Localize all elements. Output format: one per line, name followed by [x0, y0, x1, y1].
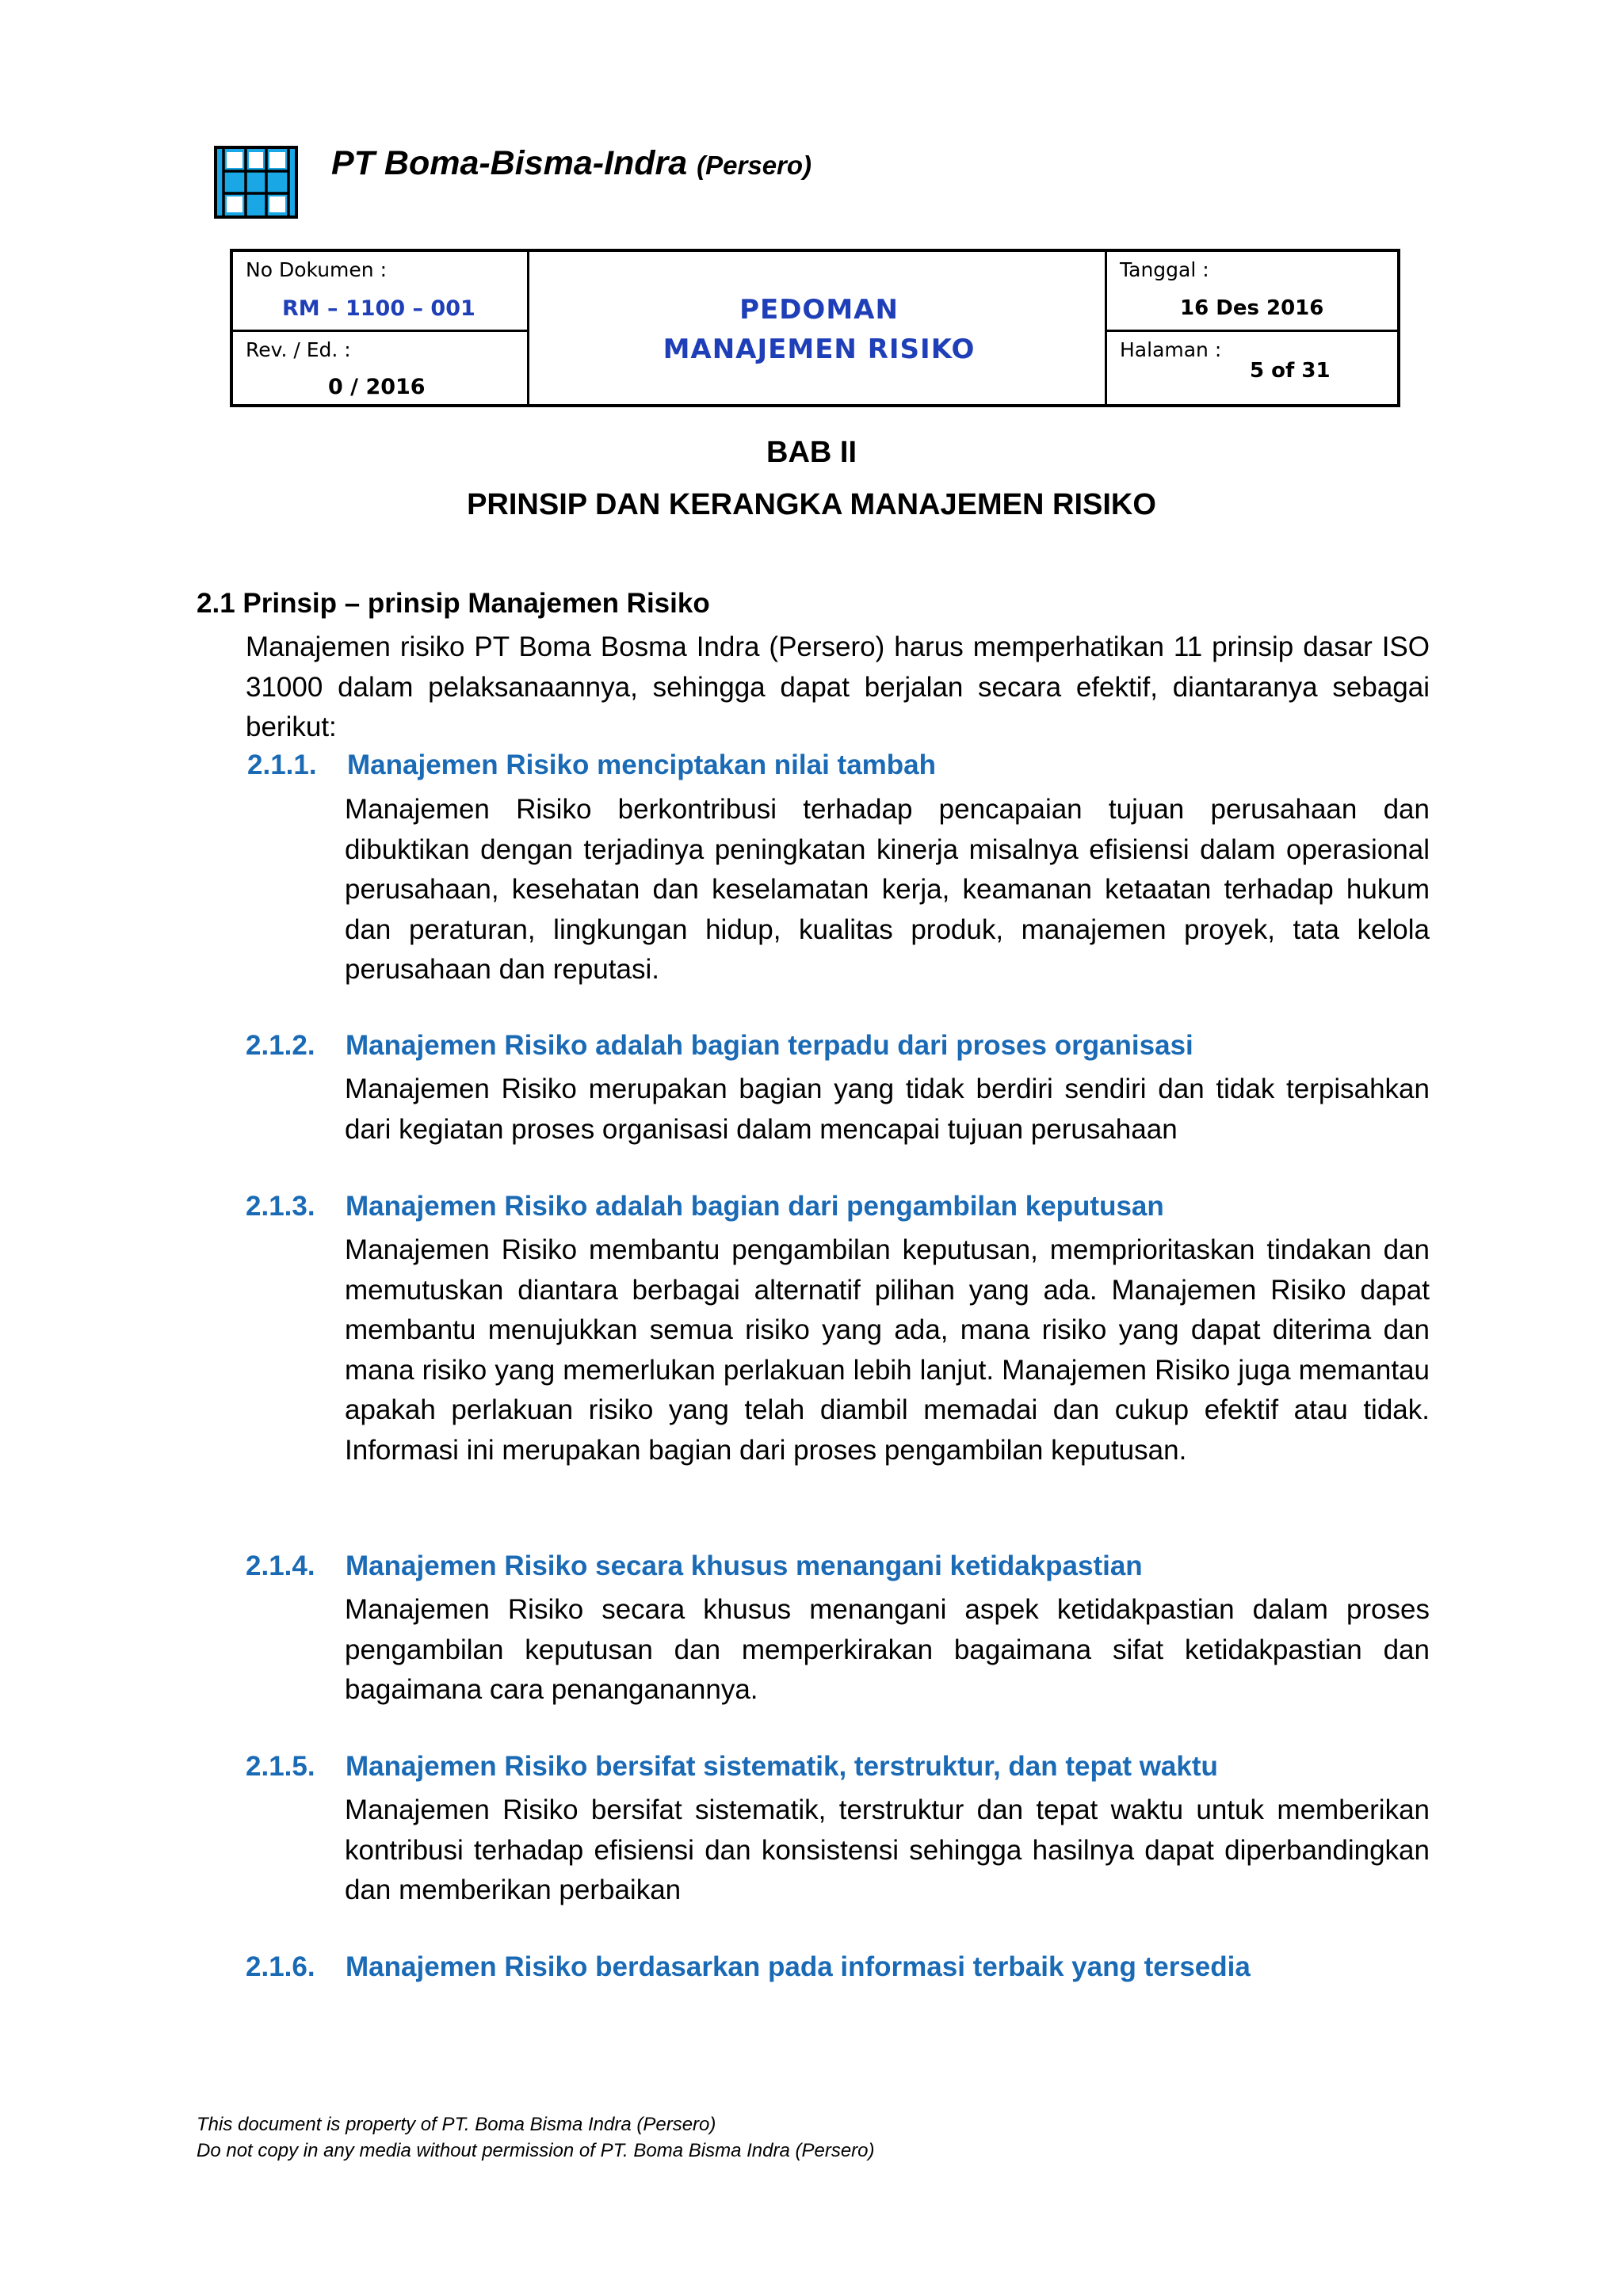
date-value: 16 Des 2016: [1180, 296, 1324, 320]
document-control-table: [230, 249, 1400, 407]
company-name: [331, 144, 812, 183]
principle-number-3: 2.1.3.: [246, 1191, 315, 1222]
principle-heading-3: [246, 1191, 1164, 1222]
principle-heading-6: [246, 1951, 1251, 1983]
principle-title-4: Manajemen Risiko secara khusus menangani ketidakpastian: [346, 1550, 1143, 1581]
doc-no-label: No Dokumen :: [246, 258, 387, 281]
page-cell: [1107, 332, 1397, 407]
doc-no-cell: [233, 252, 527, 330]
date-cell: [1107, 252, 1397, 330]
principle-body-2: Manajemen Risiko merupakan bagian yang tidak berdiri sendiri dan tidak terpisahkan dari kegiatan proses organisasi dalam mencapai tujuan perusahaan: [345, 1074, 1430, 1145]
page-label: Halaman :: [1120, 338, 1222, 361]
principle-heading-5: [246, 1751, 1218, 1783]
principle-number-4: 2.1.4.: [246, 1550, 315, 1581]
principle-title-5: Manajemen Risiko bersifat sistematik, terstruktur, dan tepat waktu: [346, 1751, 1218, 1782]
document-title-line2: MANAJEMEN RISIKO: [663, 334, 976, 365]
section-heading: 2.1 Prinsip – prinsip Manajemen Risiko: [197, 588, 710, 619]
document-title: [530, 290, 1108, 369]
doc-no-value: RM – 1100 – 001: [282, 296, 475, 321]
principle-heading-4: [246, 1550, 1143, 1582]
chapter-number: BAB II: [766, 436, 857, 469]
section-intro: Manajemen risiko PT Boma Bosma Indra (Persero) harus memperhatikan 11 prinsip dasar ISO 31000 dalam pelaksanaannya, sehingga dapat berjalan secara efektif, diantaranya sebagai berikut:: [246, 631, 1430, 742]
date-label: Tanggal :: [1120, 258, 1209, 281]
rev-value: 0 / 2016: [328, 375, 426, 399]
principle-body-5: Manajemen Risiko bersifat sistematik, terstruktur dan tepat waktu untuk memberikan kontribusi terhadap efisiensi dan konsistensi sehingga hasilnya dapat diperbandingkan dan memberikan perbaikan: [345, 1794, 1430, 1905]
principle-body-3: Manajemen Risiko membantu pengambilan keputusan, memprioritaskan tindakan dan memutuskan diantara berbagai alternatif pilihan yang ada. Manajemen Risiko dapat membantu menujukkan semua risiko yang ada, mana risiko yang dapat diterima dan mana risiko yang memerlukan perlakuan lebih lanjut. Manajemen Risiko juga memantau apakah perlakuan risiko yang telah diambil memadai dan cukup efektif atau tidak. Informasi ini merupakan bagian dari proses pengambilan keputusan.: [345, 1234, 1430, 1466]
page-value: 5 of 31: [1250, 359, 1331, 383]
company-logo: [214, 146, 298, 219]
company-name-text: PT Boma-Bisma-Indra: [331, 144, 688, 182]
principle-heading-1: [247, 749, 936, 781]
footer-copy-notice: Do not copy in any media without permission of PT. Boma Bisma Indra (Persero): [197, 2140, 875, 2161]
principle-number-5: 2.1.5.: [246, 1751, 315, 1782]
principle-number-1: 2.1.1.: [247, 749, 317, 780]
principle-heading-2: [246, 1030, 1193, 1062]
rev-label: Rev. / Ed. :: [246, 338, 351, 361]
principle-number-2: 2.1.2.: [246, 1030, 315, 1061]
document-title-line1: PEDOMAN: [739, 294, 899, 326]
chapter-title: PRINSIP DAN KERANGKA MANAJEMEN RISIKO: [467, 488, 1156, 521]
principle-body-1: Manajemen Risiko berkontribusi terhadap pencapaian tujuan perusahaan dan dibuktikan dengan terjadinya peningkatan kinerja misalnya efisiensi dalam operasional perusahaan, kesehatan dan keselamatan kerja, keamanan ketaatan terhadap hukum dan peraturan, lingkungan hidup, kualitas produk, manajemen proyek, tata kelola perusahaan dan reputasi.: [345, 794, 1430, 985]
footer-property-notice: This document is property of PT. Boma Bisma Indra (Persero): [197, 2114, 716, 2135]
principle-number-6: 2.1.6.: [246, 1951, 315, 1982]
company-suffix: (Persero): [697, 151, 812, 180]
principle-title-6: Manajemen Risiko berdasarkan pada informasi terbaik yang tersedia: [346, 1951, 1251, 1982]
principle-body-4: Manajemen Risiko secara khusus menangani aspek ketidakpastian dalam proses pengambilan keputusan dan memperkirakan bagaimana sifat ketidakpastian dan bagaimana cara penanganannya.: [345, 1594, 1430, 1705]
principle-title-3: Manajemen Risiko adalah bagian dari pengambilan keputusan: [346, 1191, 1164, 1222]
principle-title-1: Manajemen Risiko menciptakan nilai tambah: [347, 749, 936, 780]
rev-cell: [233, 332, 527, 407]
principle-title-2: Manajemen Risiko adalah bagian terpadu dari proses organisasi: [346, 1030, 1193, 1061]
